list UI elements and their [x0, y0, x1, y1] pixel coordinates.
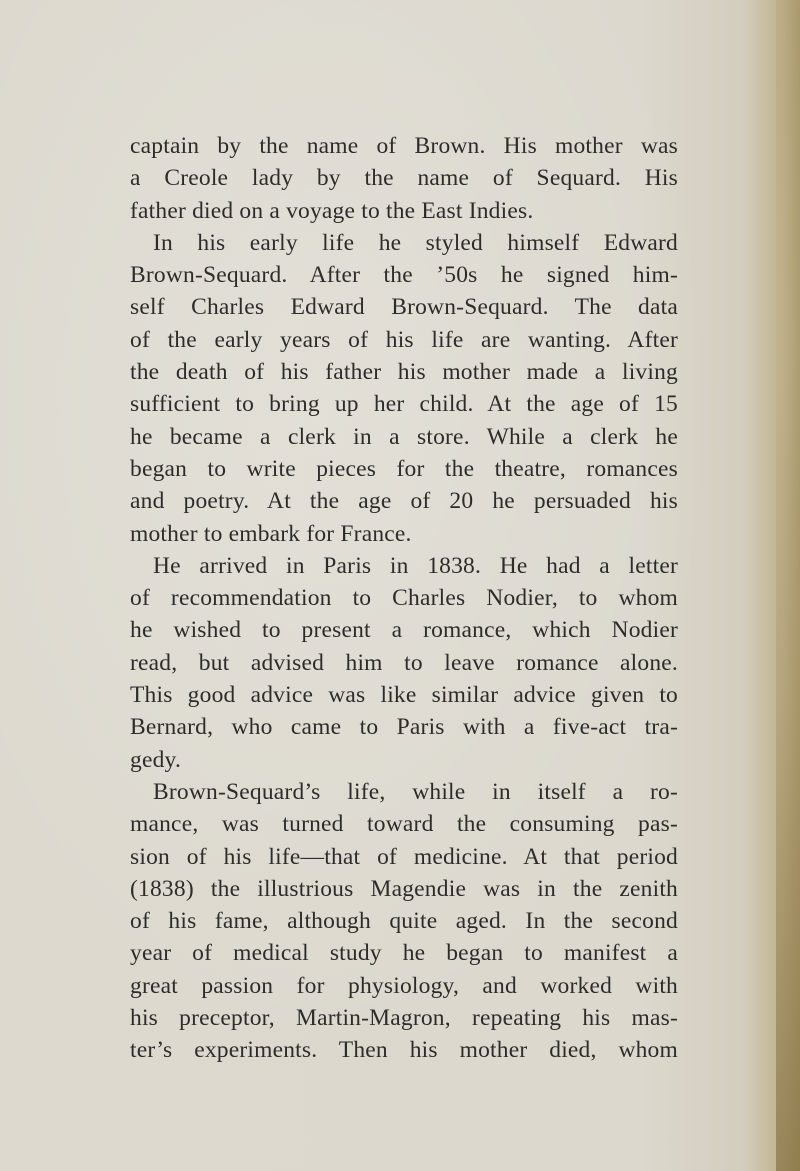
text-line: self Charles Edward Brown-Sequard. The data: [130, 294, 678, 321]
text-line: mother to embark for France.: [130, 520, 412, 547]
text-line: of recommendation to Charles Nodier, to whom: [130, 585, 678, 612]
text-line: his preceptor, Martin-Magron, repeating his mas-: [130, 1005, 678, 1032]
text-line: father died on a voyage to the East Indies.: [130, 197, 534, 224]
text-line: captain by the name of Brown. His mother was: [130, 133, 678, 159]
text-line: (1838) the illustrious Magendie was in the zenith: [130, 875, 678, 902]
text-line: of his fame, although quite aged. In the second: [130, 908, 678, 935]
text-line: sufficient to bring up her child. At the age of 15: [130, 391, 678, 418]
text-line: the death of his father his mother made a living: [130, 359, 678, 386]
text-line: a Creole lady by the name of Sequard. His: [130, 165, 678, 192]
text-line: of the early years of his life are wanting. After: [130, 326, 678, 353]
text-line: year of medical study he began to manifest a: [130, 940, 678, 967]
body-text: [130, 130, 678, 1067]
text-line: began to write pieces for the theatre, romances: [130, 455, 678, 482]
text-line: sion of his life—that of medicine. At that period: [130, 843, 678, 870]
text-line: he became a clerk in a store. While a clerk he: [130, 423, 678, 450]
text-line: This good advice was like similar advice given to: [130, 682, 678, 709]
text-line: he wished to present a romance, which Nodier: [130, 617, 678, 644]
page-edge-stain: [776, 0, 800, 1171]
text-line: In his early life he styled himself Edward: [153, 229, 678, 256]
text-line: great passion for physiology, and worked with: [130, 972, 678, 999]
text-line: Brown-Sequard’s life, while in itself a ro-: [153, 778, 678, 805]
text-line: mance, was turned toward the consuming pas-: [130, 811, 678, 838]
text-line: Bernard, who came to Paris with a five-act tra-: [130, 714, 678, 741]
text-line: Brown-Sequard. After the ’50s he signed him-: [130, 262, 678, 289]
text-line: He arrived in Paris in 1838. He had a letter: [153, 552, 678, 579]
text-line: ter’s experiments. Then his mother died, whom: [130, 1037, 678, 1064]
text-line: read, but advised him to leave romance alone.: [130, 649, 678, 676]
text-line: gedy.: [130, 746, 182, 773]
text-line: and poetry. At the age of 20 he persuaded his: [130, 488, 678, 515]
